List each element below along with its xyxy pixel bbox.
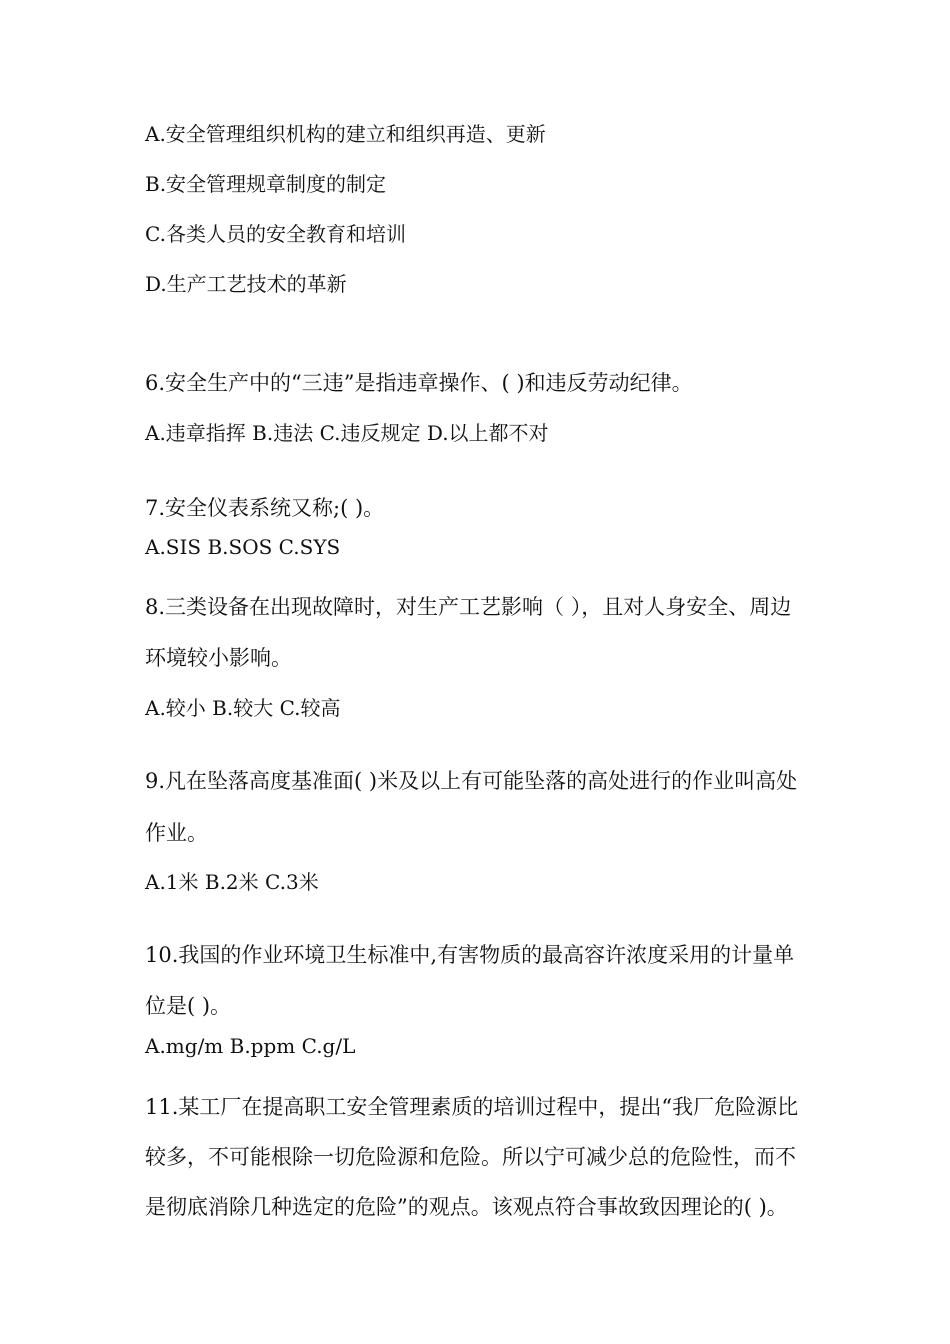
q5-option-d: D.生产工艺技术的革新: [145, 272, 347, 296]
q5-option-b: B.安全管理规章制度的制定: [145, 172, 387, 196]
q9-stem-line2: 作业。: [145, 821, 208, 845]
q10-stem-line2: 位是( )。: [145, 994, 232, 1018]
q11-stem-line1: 11.某工厂在提高职工安全管理素质的培训过程中，提出“我厂危险源比: [145, 1095, 799, 1119]
q9-options: A.1米 B.2米 C.3米: [145, 870, 319, 894]
q6-stem: 6.安全生产中的“三违”是指违章操作、( )和违反劳动纪律。: [145, 371, 693, 395]
q11-stem-line2: 较多，不可能根除一切危险源和危险。所以宁可减少总的危险性，而不: [145, 1145, 796, 1169]
q8-stem-line2: 环境较小影响。: [145, 646, 292, 670]
q5-option-c: C.各类人员的安全教育和培训: [145, 222, 406, 246]
q8-stem-line1: 8.三类设备在出现故障时，对生产工艺影响（ ），且对人身安全、周边: [145, 595, 792, 619]
q5-option-a: A.安全管理组织机构的建立和组织再造、更新: [145, 122, 546, 146]
q10-options: A.mg/m B.ppm C.g/L: [145, 1034, 356, 1058]
q9-stem-line1: 9.凡在坠落高度基准面( )米及以上有可能坠落的高处进行的作业叫高处: [145, 769, 798, 793]
q7-stem: 7.安全仪表系统又称;( )。: [145, 496, 385, 520]
q11-stem-line3: 是彻底消除几种选定的危险”的观点。该观点符合事故致因理论的( )。: [145, 1195, 788, 1219]
q6-options: A.违章指挥 B.违法 C.违反规定 D.以上都不对: [145, 421, 549, 445]
q7-options: A.SIS B.SOS C.SYS: [145, 535, 341, 559]
q8-options: A.较小 B.较大 C.较高: [145, 696, 341, 720]
q10-stem-line1: 10.我国的作业环境卫生标准中,有害物质的最高容许浓度采用的计量单: [145, 943, 795, 967]
